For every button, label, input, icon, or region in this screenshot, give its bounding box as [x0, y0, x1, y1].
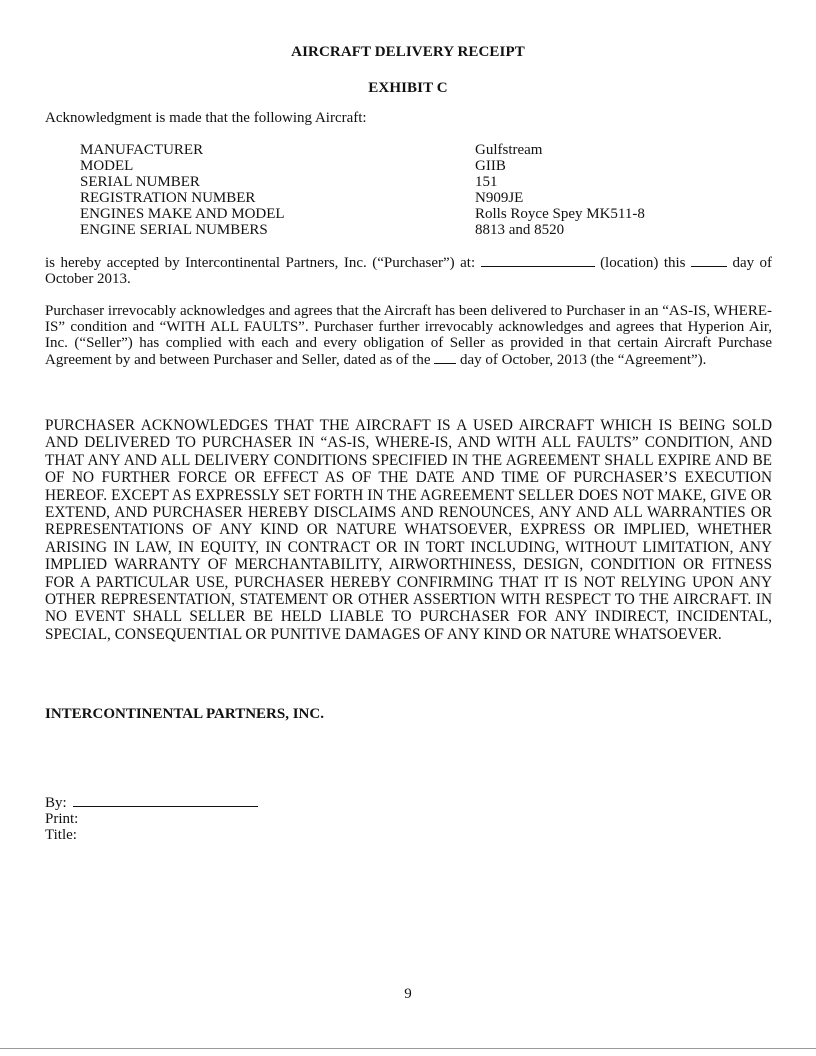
title-label: Title:	[45, 827, 77, 843]
by-line	[45, 794, 258, 811]
acceptance-text-middle: (location) this	[600, 255, 686, 271]
acceptance-paragraph	[45, 254, 772, 287]
spec-row-manufacturer	[80, 142, 720, 158]
page-number: 9	[404, 986, 412, 1002]
location-blank[interactable]	[481, 254, 595, 267]
spec-row-registration-number	[80, 190, 720, 206]
spec-label: SERIAL NUMBER	[80, 174, 200, 190]
by-label: By:	[45, 795, 67, 811]
spec-label: ENGINE SERIAL NUMBERS	[80, 222, 268, 238]
acceptance-text-before: is hereby accepted by Intercontinental Partners, Inc. (“Purchaser”) at:	[45, 255, 476, 271]
disclaimer-paragraph: PURCHASER ACKNOWLEDGES THAT THE AIRCRAFT IS A USED AIRCRAFT WHICH IS BEING SOLD AND DELIVERED TO PURCHASER IN “AS-IS, WHERE-IS, AND WITH ALL FAULTS” CONDITION, AND THAT ANY AND ALL DELIVERY CONDITIONS SPECIFIED IN THE AGREEMENT SHALL EXPIRE AND BE OF NO FURTHER FORCE OR EFFECT AS OF THE DATE AND TIME OF PURCHASER’S EXECUTION HEREOF. EXCEPT AS EXPRESSLY SET FORTH IN THE AGREEMENT SELLER DOES NOT MAKE, GIVE OR EXTEND, AND PURCHASER HEREBY DISCLAIMS AND RENOUNCES, ANY AND ALL WARRANTIES OR REPRESENTATIONS OF ANY KIND OR NATURE WHATSOEVER, EXPRESS OR IMPLIED, WHETHER ARISING IN LAW, IN EQUITY, IN CONTRACT OR IN TORT INCLUDING, WITHOUT LIMITATION, ANY IMPLIED WARRANTY OF MERCHANTABILITY, AIRWORTHINESS, DESIGN, CONDITION OR FITNESS FOR A PARTICULAR USE, PURCHASER HEREBY CONFIRMING THAT IT IS NOT RELYING UPON ANY OTHER REPRESENTATION, STATEMENT OR OTHER ASSERTION WITH RESPECT TO THE AIRCRAFT. IN NO EVENT SHALL SELLER BE HELD LIABLE TO PURCHASER FOR ANY INDIRECT, INCIDENTAL, SPECIAL, CONSEQUENTIAL OR PUNITIVE DAMAGES OF ANY KIND OR NATURE WHATSOEVER.	[45, 417, 772, 643]
spec-value: Rolls Royce Spey MK511-8	[475, 206, 645, 222]
spec-row-engine-serial-numbers	[80, 222, 720, 238]
spec-label: MODEL	[80, 158, 134, 174]
acknowledgment-text-after: day of October, 2013 (the “Agreement”).	[460, 352, 707, 368]
spec-value: Gulfstream	[475, 142, 543, 158]
page-bottom-edge	[0, 1048, 816, 1049]
spec-label: MANUFACTURER	[80, 142, 204, 158]
document-title: AIRCRAFT DELIVERY RECEIPT	[291, 44, 525, 60]
acknowledgment-paragraph	[45, 303, 772, 368]
spec-value: N909JE	[475, 190, 524, 206]
signature-line[interactable]	[73, 794, 258, 807]
spec-value: GIIB	[475, 158, 506, 174]
acknowledgment-text-before: Purchaser irrevocably acknowledges and agrees that the Aircraft has been delivered to Purchaser in an “AS-IS, WHERE-IS” condition and “WITH ALL FAULTS”. Purchaser further irrevocably acknowledges and agrees that Hyperion Air, Inc. (“Seller”) has complied with each and every obligation of Seller as provided in that certain Aircraft Purchase Agreement by and between Purchaser and Seller, dated as of the	[45, 303, 772, 368]
spec-row-model	[80, 158, 720, 174]
spec-row-serial-number	[80, 174, 720, 190]
company-name: INTERCONTINENTAL PARTNERS, INC.	[45, 706, 324, 722]
signature-block	[45, 794, 258, 843]
day-blank[interactable]	[691, 254, 727, 267]
spec-row-engines-make-model	[80, 206, 720, 222]
spec-value: 151	[475, 174, 498, 190]
aircraft-specs	[80, 142, 720, 238]
spec-value: 8813 and 8520	[475, 222, 565, 238]
spec-label: ENGINES MAKE AND MODEL	[80, 206, 285, 222]
agreement-day-blank[interactable]	[434, 351, 456, 364]
print-label: Print:	[45, 811, 79, 827]
spec-label: REGISTRATION NUMBER	[80, 190, 256, 206]
exhibit-label: EXHIBIT C	[368, 80, 448, 96]
acceptance-text-after: day of October 2013.	[45, 255, 773, 287]
intro-text: Acknowledgment is made that the following Aircraft:	[45, 110, 367, 126]
